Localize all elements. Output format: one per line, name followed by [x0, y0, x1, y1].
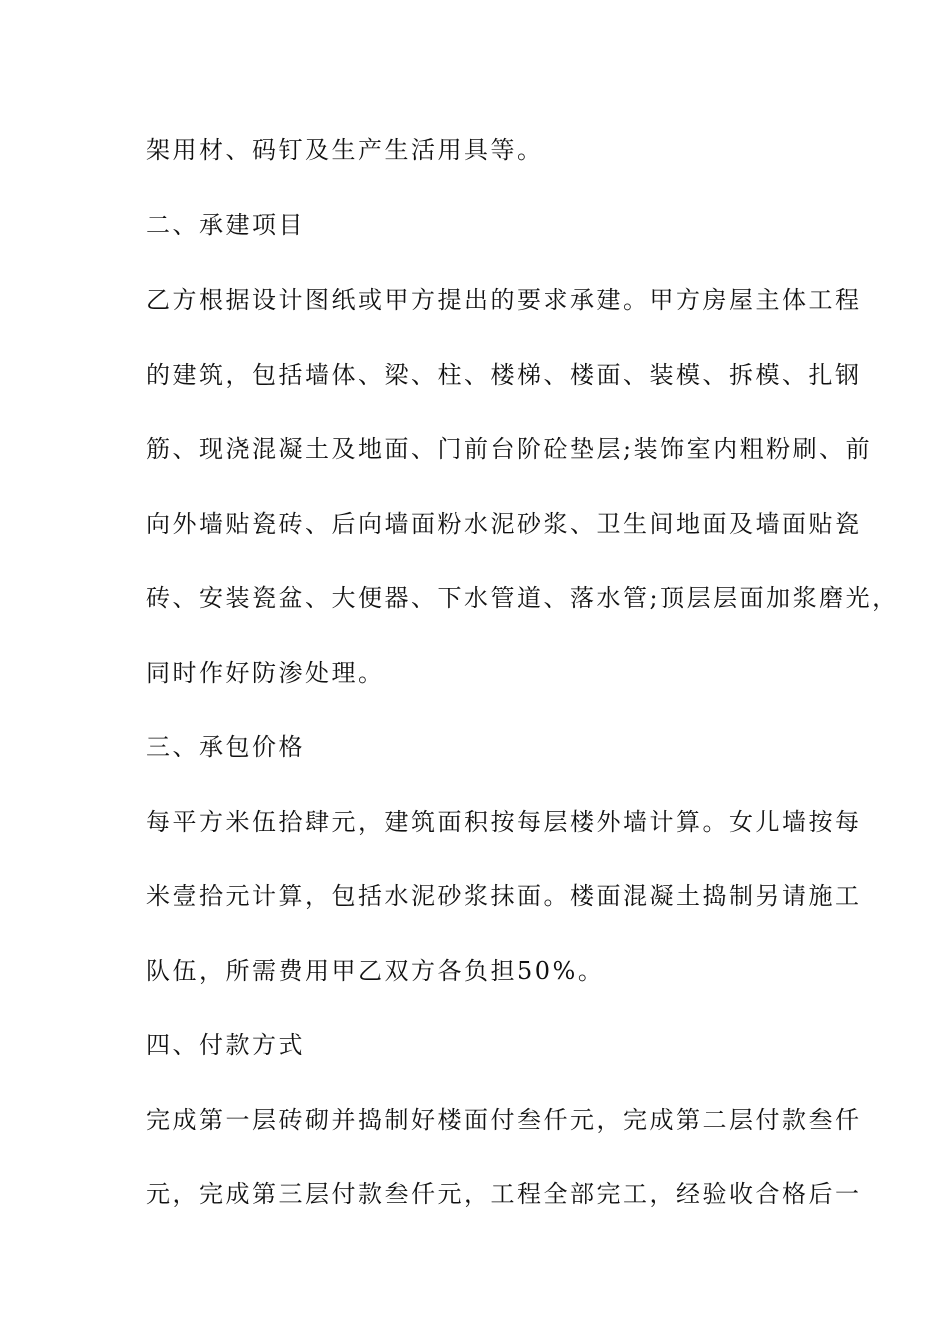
text-line: 完成第一层砖砌并捣制好楼面付叁仟元，完成第二层付款叁仟 — [146, 1106, 862, 1134]
section-heading: 四、付款方式 — [146, 1031, 305, 1059]
text-line: 砖、安装瓷盆、大便器、下水管道、落水管;顶层层面加浆磨光， — [146, 584, 899, 612]
section-heading: 三、承包价格 — [146, 733, 305, 761]
section-heading: 二、承建项目 — [146, 211, 305, 239]
text-line: 筋、现浇混凝土及地面、门前台阶砼垫层;装饰室内粗粉刷、前 — [146, 435, 873, 463]
text-line: 向外墙贴瓷砖、后向墙面粉水泥砂浆、卫生间地面及墙面贴瓷 — [146, 510, 862, 538]
text-line: 元，完成第三层付款叁仟元，工程全部完工，经验收合格后一 — [146, 1180, 862, 1208]
text-line: 米壹拾元计算，包括水泥砂浆抹面。楼面混凝土捣制另请施工 — [146, 882, 862, 910]
text-line: 队伍，所需费用甲乙双方各负担50%。 — [146, 957, 605, 985]
text-line: 每平方米伍拾肆元，建筑面积按每层楼外墙计算。女儿墙按每 — [146, 808, 862, 836]
text-line: 架用材、码钉及生产生活用具等。 — [146, 136, 544, 164]
text-line: 的建筑，包括墙体、梁、柱、楼梯、楼面、装模、拆模、扎钢 — [146, 361, 862, 389]
text-line: 同时作好防渗处理。 — [146, 659, 385, 687]
text-line: 乙方根据设计图纸或甲方提出的要求承建。甲方房屋主体工程 — [146, 286, 862, 314]
